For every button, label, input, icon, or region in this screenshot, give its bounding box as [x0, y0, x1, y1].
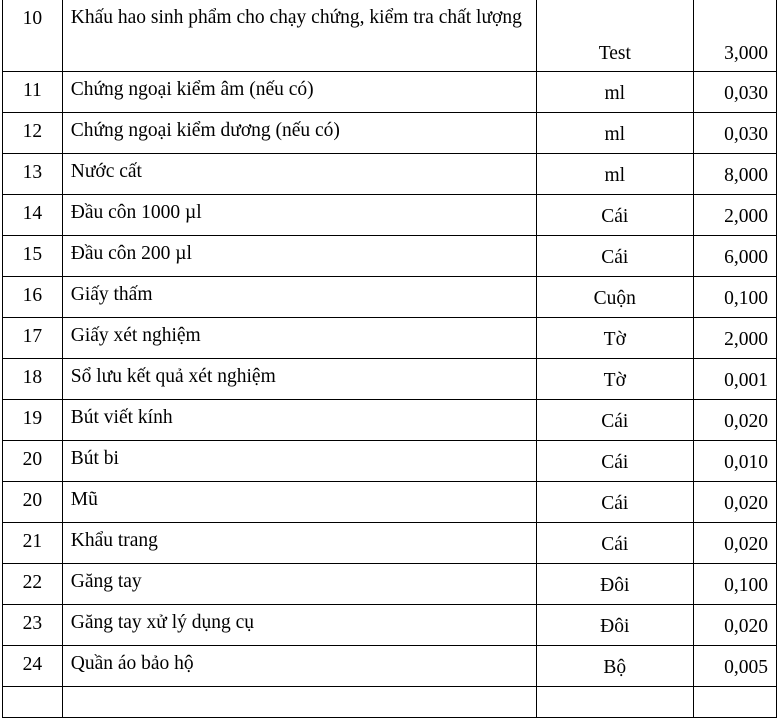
- item-unit: Test: [536, 0, 693, 72]
- row-number-empty: [3, 687, 63, 718]
- item-name: Sổ lưu kết quả xét nghiệm: [62, 359, 536, 400]
- row-number: 18: [3, 359, 63, 400]
- item-quantity: 0,030: [693, 113, 776, 154]
- item-unit: Cái: [536, 482, 693, 523]
- row-number: 11: [3, 72, 63, 113]
- item-name: Chứng ngoại kiểm dương (nếu có): [62, 113, 536, 154]
- item-name: Găng tay: [62, 564, 536, 605]
- table-row: [3, 400, 777, 441]
- item-quantity: 0,030: [693, 72, 776, 113]
- item-name: Găng tay xử lý dụng cụ: [62, 605, 536, 646]
- table-row: [3, 113, 777, 154]
- item-name: Khẩu trang: [62, 523, 536, 564]
- item-name: Bút bi: [62, 441, 536, 482]
- row-number: 10: [3, 0, 63, 72]
- item-quantity: 2,000: [693, 318, 776, 359]
- row-number: 23: [3, 605, 63, 646]
- table-row: [3, 441, 777, 482]
- item-name: Mũ: [62, 482, 536, 523]
- item-name-empty: [62, 687, 536, 718]
- row-number: 12: [3, 113, 63, 154]
- item-quantity: 0,010: [693, 441, 776, 482]
- item-unit: Cái: [536, 523, 693, 564]
- row-number: 24: [3, 646, 63, 687]
- item-quantity: 0,005: [693, 646, 776, 687]
- table-row: [3, 318, 777, 359]
- item-quantity: 0,020: [693, 523, 776, 564]
- table-row: [3, 236, 777, 277]
- item-name: Nước cất: [62, 154, 536, 195]
- item-unit: Cái: [536, 400, 693, 441]
- item-name: Quần áo bảo hộ: [62, 646, 536, 687]
- item-quantity: 3,000: [693, 0, 776, 72]
- item-unit: Cái: [536, 441, 693, 482]
- item-unit-empty: [536, 687, 693, 718]
- table-row: [3, 277, 777, 318]
- row-number: 20: [3, 441, 63, 482]
- item-unit: Tờ: [536, 359, 693, 400]
- table-row: [3, 482, 777, 523]
- item-unit: ml: [536, 72, 693, 113]
- table-row: [3, 564, 777, 605]
- item-quantity: 0,020: [693, 482, 776, 523]
- row-number: 21: [3, 523, 63, 564]
- row-number: 16: [3, 277, 63, 318]
- table-row: [3, 72, 777, 113]
- table-row: [3, 523, 777, 564]
- item-unit: ml: [536, 113, 693, 154]
- table-row: [3, 154, 777, 195]
- row-number: 19: [3, 400, 63, 441]
- item-name: Đầu côn 200 µl: [62, 236, 536, 277]
- item-unit: Cái: [536, 195, 693, 236]
- item-unit: Bộ: [536, 646, 693, 687]
- item-unit: ml: [536, 154, 693, 195]
- table-row: [3, 359, 777, 400]
- row-number: 14: [3, 195, 63, 236]
- item-quantity: 0,020: [693, 605, 776, 646]
- item-name: Bút viết kính: [62, 400, 536, 441]
- row-number: 15: [3, 236, 63, 277]
- item-quantity: 2,000: [693, 195, 776, 236]
- row-number: 20: [3, 482, 63, 523]
- item-unit: Đôi: [536, 564, 693, 605]
- item-quantity-empty: [693, 687, 776, 718]
- table-row-partial: [3, 687, 777, 718]
- item-name: Đầu côn 1000 µl: [62, 195, 536, 236]
- item-name: Chứng ngoại kiểm âm (nếu có): [62, 72, 536, 113]
- item-unit: Đôi: [536, 605, 693, 646]
- item-name: Giấy xét nghiệm: [62, 318, 536, 359]
- item-quantity: 0,020: [693, 400, 776, 441]
- item-name: Khấu hao sinh phẩm cho chạy chứng, kiểm tra chất lượng: [62, 0, 536, 72]
- table-row: [3, 605, 777, 646]
- item-quantity: 6,000: [693, 236, 776, 277]
- item-quantity: 0,100: [693, 564, 776, 605]
- table-row: [3, 646, 777, 687]
- item-quantity: 0,100: [693, 277, 776, 318]
- item-quantity: 8,000: [693, 154, 776, 195]
- item-unit: Cuộn: [536, 277, 693, 318]
- row-number: 17: [3, 318, 63, 359]
- item-name: Giấy thấm: [62, 277, 536, 318]
- item-unit: Cái: [536, 236, 693, 277]
- table-row: [3, 195, 777, 236]
- item-quantity: 0,001: [693, 359, 776, 400]
- row-number: 22: [3, 564, 63, 605]
- consumables-table: [2, 0, 777, 718]
- table-row: [3, 0, 777, 72]
- item-unit: Tờ: [536, 318, 693, 359]
- row-number: 13: [3, 154, 63, 195]
